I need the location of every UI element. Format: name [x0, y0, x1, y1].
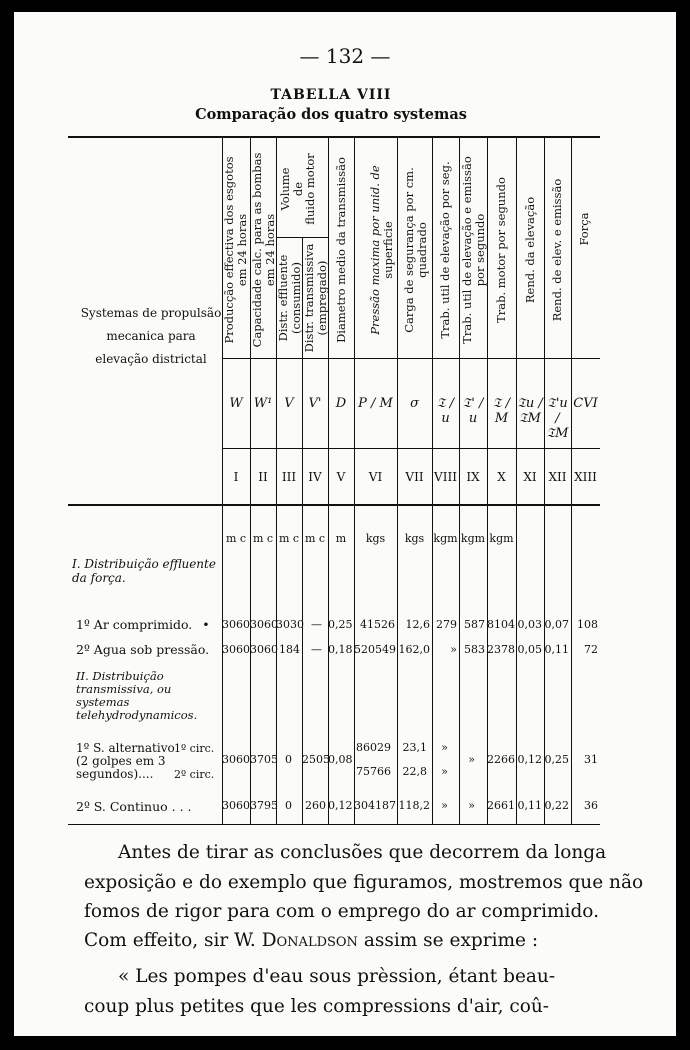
table-cell: 583: [464, 643, 485, 656]
numeral: IX: [466, 470, 480, 484]
symbol-CVI: CVI: [573, 396, 598, 411]
table-cell: »: [468, 753, 475, 766]
table-cell: 0,12: [517, 753, 542, 766]
numeral: X: [497, 470, 506, 484]
header-col8: Trab. util de elevação por seg.: [438, 161, 452, 339]
unit: kgm: [460, 532, 486, 545]
unit: m c: [225, 532, 247, 545]
header-col1: Producção effectiva dos esgotos em 24 horas: [222, 156, 249, 344]
table-cell: 8104: [487, 618, 515, 631]
table-cell: 3030: [276, 618, 304, 631]
paragraph-line: exposição e do exemplo que figuramos, mostremos que não: [84, 872, 644, 893]
header-col12: Rend. de elev. e emissão: [550, 178, 564, 322]
table-cell: »: [468, 799, 475, 812]
numeral: II: [258, 470, 268, 484]
table-cell: 587: [464, 618, 485, 631]
table-cell: 184: [279, 643, 300, 656]
table-cell: 3060: [222, 643, 250, 656]
quote-line: coup plus petites que les compressions d'air, coû-: [84, 996, 550, 1017]
symbol-W1: W¹: [253, 396, 273, 411]
table-cell: —: [311, 618, 322, 631]
row-agua-pressao-label: 2º Agua sob pressão.: [76, 642, 210, 657]
header-col4: Distr. transmissiva (empregado): [302, 243, 329, 353]
table-cell: 3795: [250, 799, 278, 812]
row-ar-comprimido-label: 1º Ar comprimido. •: [76, 617, 210, 632]
header-col3: Distr. effluente (consumido): [276, 254, 303, 342]
table-cell: 3060: [222, 618, 250, 631]
symbol-V-prime: V': [308, 396, 322, 411]
table-cell: 0,08: [328, 753, 353, 766]
section2-title: II. Distribuição transmissiva, ou systemas telehydrodynamicos.: [76, 669, 198, 722]
table-cell: 0,03: [517, 618, 542, 631]
table-cell: 0,25: [328, 618, 353, 631]
table-cell: 31: [584, 753, 598, 766]
table-cell: 108: [577, 618, 598, 631]
symbol-P-M: P / M: [358, 396, 393, 411]
table-cell: —: [311, 643, 322, 656]
row-alternativo-label: 1º S. alternativo (2 golpes em 3 segundos)....: [76, 741, 175, 781]
table-cell: 279: [436, 618, 457, 631]
numeral: XIII: [574, 470, 597, 484]
table-cell: 0,05: [517, 643, 542, 656]
symbol-ratio-elevation: 𝔗u / 𝔗M: [517, 396, 543, 426]
numeral: IV: [308, 470, 322, 484]
header-col5: Diametro medio da transmissão: [334, 157, 348, 343]
table-cell: 0: [285, 799, 292, 812]
table-cell: 3060: [222, 753, 250, 766]
numeral: I: [233, 470, 239, 484]
section1-title: I. Distribuição effluente da força.: [72, 557, 216, 585]
table-top-rule: [68, 136, 600, 138]
table-cell: 75766: [356, 765, 391, 778]
numeral: V: [336, 470, 346, 484]
table-cell: »: [441, 741, 448, 754]
table-cell: »: [441, 799, 448, 812]
systems-label: Systemas de propulsão mecanica para elevação districtal: [80, 306, 222, 366]
symbol-T-u: 𝔗 / u: [436, 396, 455, 426]
paragraph-line: fomos de rigor para com o emprego do ar comprimido.: [84, 901, 599, 922]
table-cell: 2266: [487, 753, 515, 766]
table-cell: 86029: [356, 741, 391, 754]
quote-line: « Les pompes d'eau sous prèssion, étant beau-: [118, 966, 556, 987]
table-cell: 3705: [250, 753, 278, 766]
table-cell: 0,11: [544, 643, 569, 656]
sub-label-circ1: 1º circ.: [174, 742, 215, 755]
symbol-V: V: [284, 396, 294, 411]
table-cell: 2505: [302, 753, 330, 766]
table-cell: 36: [584, 799, 598, 812]
table-cell: »: [450, 643, 457, 656]
symbol-D: D: [335, 396, 347, 411]
table-cell: 0,11: [517, 799, 542, 812]
table-cell: 2661: [487, 799, 515, 812]
header-col2: Capacidade calc. para as bombas em 24 horas: [250, 152, 277, 348]
header-col13: Força: [577, 212, 591, 246]
symbol-sigma: σ: [410, 396, 419, 411]
table-cell: 41526: [360, 618, 395, 631]
table-bottom-rule: [68, 824, 600, 825]
table-cell: 118,2: [398, 799, 430, 812]
symbol-W: W: [229, 396, 243, 411]
header-col10: Trab. motor por segundo: [494, 177, 508, 323]
table-cell: 304187: [354, 799, 396, 812]
numeral: III: [281, 470, 297, 484]
header-col11: Rend. da elevação: [523, 196, 537, 304]
author-name: Donaldson: [261, 930, 358, 951]
unit: kgs: [365, 532, 386, 545]
unit: kgs: [404, 532, 425, 545]
symbol-ratio-emission: 𝔗'u / 𝔗M: [546, 396, 569, 441]
numeral: VIII: [434, 470, 457, 484]
table-cell: 0,18: [328, 643, 353, 656]
unit: m c: [304, 532, 326, 545]
row-continuo-label: 2º S. Continuo . . .: [76, 799, 192, 814]
table-cell: 162,0: [398, 643, 430, 656]
numeral: XII: [548, 470, 567, 484]
table-cell: 3060: [250, 643, 278, 656]
header-col7: Carga de segurança por cm. quadrado: [402, 167, 429, 333]
numeral: VI: [368, 470, 383, 484]
table-cell: 3060: [222, 799, 250, 812]
header-col6: Pressão maxima por unid. de superficie: [368, 165, 395, 335]
symbol-T-prime-u: 𝔗' / u: [462, 396, 484, 426]
unit: m: [335, 532, 347, 545]
page: [14, 12, 676, 1036]
header-volume-group: Volume de fluido motor: [278, 153, 317, 225]
paragraph-line: Com effeito, sir W. Donaldson assim se exprime :: [84, 930, 539, 951]
sub-label-circ2: 2º circ.: [174, 768, 215, 781]
header-col9: Trab. util de elevação e emissão por segundo: [460, 156, 487, 344]
table-subtitle: Comparação dos quatro systemas: [195, 106, 467, 123]
table-cell: 0,12: [328, 799, 353, 812]
numeral: VII: [405, 470, 424, 484]
numerals-rule: [68, 504, 600, 506]
unit: m c: [252, 532, 274, 545]
unit: kgm: [433, 532, 458, 545]
table-cell: 72: [584, 643, 598, 656]
symbol-T-M: 𝔗 / M: [492, 396, 511, 426]
table-cell: 3060: [250, 618, 278, 631]
table-cell: 22,8: [402, 765, 427, 778]
table-cell: 0,22: [544, 799, 569, 812]
table-cell: 0,25: [544, 753, 569, 766]
table-cell: 23,1: [402, 741, 427, 754]
table-title: TABELLA VIII: [270, 87, 392, 103]
table-cell: 0: [285, 753, 292, 766]
table-cell: 520549: [354, 643, 396, 656]
table-cell: 260: [305, 799, 326, 812]
unit: m c: [278, 532, 300, 545]
numeral: XI: [523, 470, 537, 484]
page-number: — 132 —: [299, 44, 391, 68]
table-cell: 12,6: [405, 618, 430, 631]
table-cell: »: [441, 765, 448, 778]
paragraph-line: Antes de tirar as conclusões que decorrem da longa: [118, 842, 607, 863]
table-cell: 0,07: [544, 618, 569, 631]
table-cell: 2378: [487, 643, 515, 656]
unit: kgm: [489, 532, 514, 545]
